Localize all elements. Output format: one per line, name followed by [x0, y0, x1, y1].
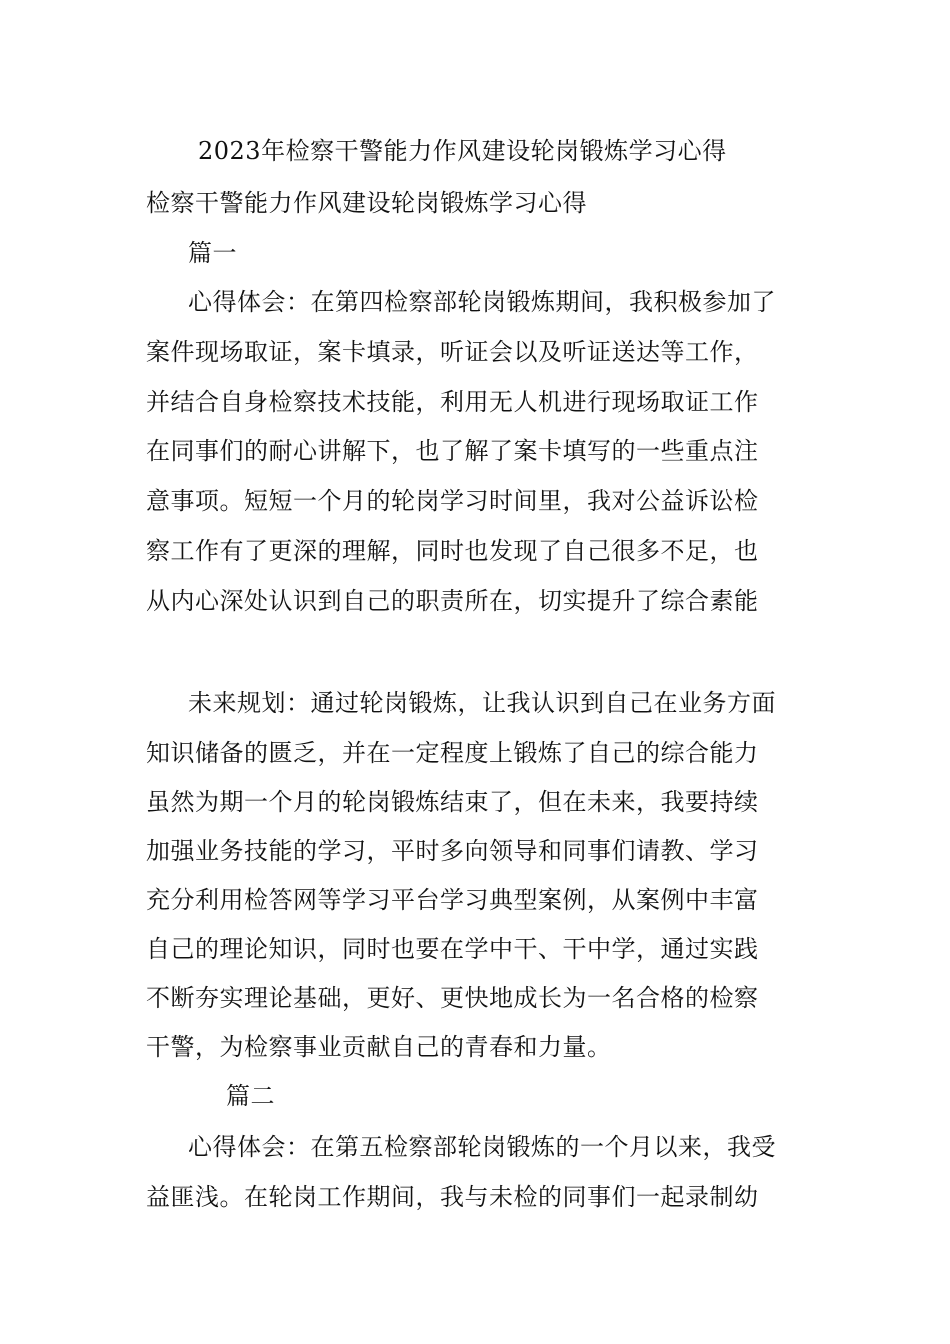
section-heading-2: 篇二: [226, 1082, 275, 1110]
paragraph-line: 从内心深处认识到自己的职责所在，切实提升了综合素能: [146, 587, 759, 615]
paragraph-line: 察工作有了更深的理解，同时也发现了自己很多不足，也: [146, 537, 759, 565]
paragraph-line: 干警，为检察事业贡献自己的青春和力量。: [146, 1033, 612, 1061]
section-heading-1: 篇一: [188, 239, 237, 267]
paragraph-line: 在同事们的耐心讲解下，也了解了案卡填写的一些重点注: [146, 437, 759, 465]
paragraph-line: 益匪浅。在轮岗工作期间，我与未检的同事们一起录制幼: [146, 1183, 759, 1211]
paragraph-line: 充分利用检答网等学习平台学习典型案例，从案例中丰富: [146, 886, 759, 914]
paragraph-line: 知识储备的匮乏，并在一定程度上锻炼了自己的综合能力: [146, 739, 759, 767]
paragraph-line: 并结合自身检察技术技能，利用无人机进行现场取证工作: [146, 388, 759, 416]
paragraph-line: 加强业务技能的学习，平时多向领导和同事们请教、学习: [146, 837, 759, 865]
paragraph-line: 不断夯实理论基础，更好、更快地成长为一名合格的检察: [146, 984, 759, 1012]
paragraph-line: 意事项。短短一个月的轮岗学习时间里，我对公益诉讼检: [146, 487, 759, 515]
paragraph-line: 自己的理论知识，同时也要在学中干、干中学，通过实践: [146, 935, 759, 963]
paragraph-line: 虽然为期一个月的轮岗锻炼结束了，但在未来，我要持续: [146, 788, 759, 816]
paragraph-line: 未来规划：通过轮岗锻炼，让我认识到自己在业务方面: [188, 689, 776, 717]
paragraph-line: 案件现场取证，案卡填录，听证会以及听证送达等工作，: [146, 338, 759, 366]
paragraph-line: 心得体会：在第四检察部轮岗锻炼期间，我积极参加了: [188, 288, 776, 316]
paragraph-line: 心得体会：在第五检察部轮岗锻炼的一个月以来，我受: [188, 1133, 776, 1161]
document-title: 2023年检察干警能力作风建设轮岗锻炼学习心得: [198, 137, 727, 165]
document-subtitle: 检察干警能力作风建设轮岗锻炼学习心得: [146, 189, 587, 217]
